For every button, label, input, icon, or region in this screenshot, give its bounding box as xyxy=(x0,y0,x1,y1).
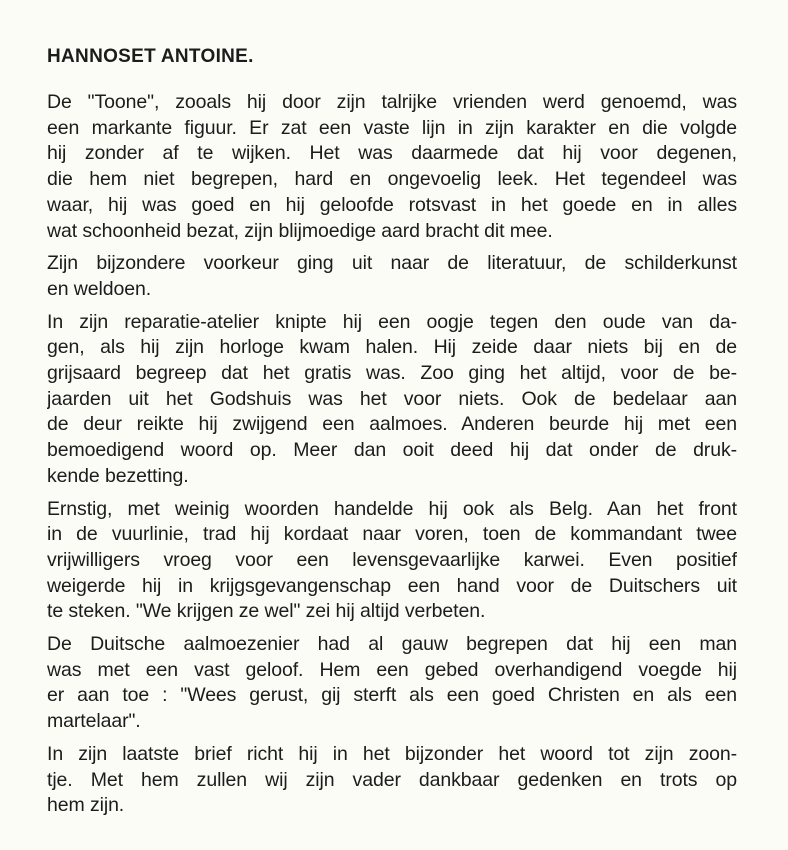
document-page xyxy=(47,46,737,826)
text-line: die hem niet begrepen, hard en ongevoelig leek. Het tegendeel was xyxy=(47,168,737,191)
text-line: In zijn laatste brief richt hij in het bijzonder het woord tot zijn zoon- xyxy=(47,742,737,765)
text-line: Ernstig, met weinig woorden handelde hij ook als Belg. Aan het front xyxy=(47,497,737,520)
text-line: een markante figuur. Er zat een vaste lijn in zijn karakter en die volgde xyxy=(47,116,737,139)
text-line: jaarden uit het Godshuis was het voor niets. Ook de bedelaar aan xyxy=(47,387,737,410)
text-line: de deur reikte hij zwijgend een aalmoes. Anderen beurde hij met een xyxy=(47,413,737,436)
text-line: In zijn reparatie-atelier knipte hij een oogje tegen den oude van da- xyxy=(47,310,737,333)
text-line: was met een vast geloof. Hem een gebed overhandigend voegde hij xyxy=(47,658,737,681)
text-line: De Duitsche aalmoezenier had al gauw begrepen dat hij een man xyxy=(47,633,737,656)
text-line: kende bezetting. xyxy=(47,464,189,487)
text-line: martelaar". xyxy=(47,710,141,733)
text-line: er aan toe : "Wees gerust, gij sterft als een goed Christen en als een xyxy=(47,684,737,707)
text-line: bemoedigend woord op. Meer dan ooit deed hij dat onder de druk- xyxy=(47,439,737,462)
paragraph xyxy=(47,742,737,819)
document-body xyxy=(47,90,737,819)
text-line: hij zonder af te wijken. Het was daarmede dat hij voor degenen, xyxy=(47,142,737,165)
paragraph xyxy=(47,310,737,490)
text-line: grijsaard begreep dat het gratis was. Zoo ging het altijd, voor de be- xyxy=(47,362,737,385)
paragraph xyxy=(47,90,737,244)
paragraph xyxy=(47,632,737,735)
document-title: HANNOSET ANTOINE. xyxy=(47,46,254,67)
paragraph xyxy=(47,251,737,302)
text-line: waar, hij was goed en hij geloofde rotsvast in het goede en in alles xyxy=(47,193,737,216)
text-line: wat schoonheid bezat, zijn blijmoedige aard bracht dit mee. xyxy=(47,219,553,242)
text-line: en weldoen. xyxy=(47,277,152,300)
text-line: tje. Met hem zullen wij zijn vader dankbaar gedenken en trots op xyxy=(47,768,737,791)
text-line: gen, als hij zijn horloge kwam halen. Hij zeide daar niets bij en de xyxy=(47,336,737,359)
text-line: De "Toone", zooals hij door zijn talrijke vrienden werd genoemd, was xyxy=(47,91,737,113)
text-line: Zijn bijzondere voorkeur ging uit naar de literatuur, de schilderkunst xyxy=(47,252,737,275)
text-line: vrijwilligers vroeg voor een levensgevaarlijke karwei. Even positief xyxy=(47,548,737,571)
text-line: weigerde hij in krijgsgevangenschap een hand voor de Duitschers uit xyxy=(47,574,737,597)
text-line: hem zijn. xyxy=(47,794,125,817)
paragraph xyxy=(47,497,737,626)
text-line: in de vuurlinie, trad hij kordaat naar voren, toen de kommandant twee xyxy=(47,523,737,546)
text-line: te steken. "We krijgen ze wel" zei hij altijd verbeten. xyxy=(47,600,486,623)
